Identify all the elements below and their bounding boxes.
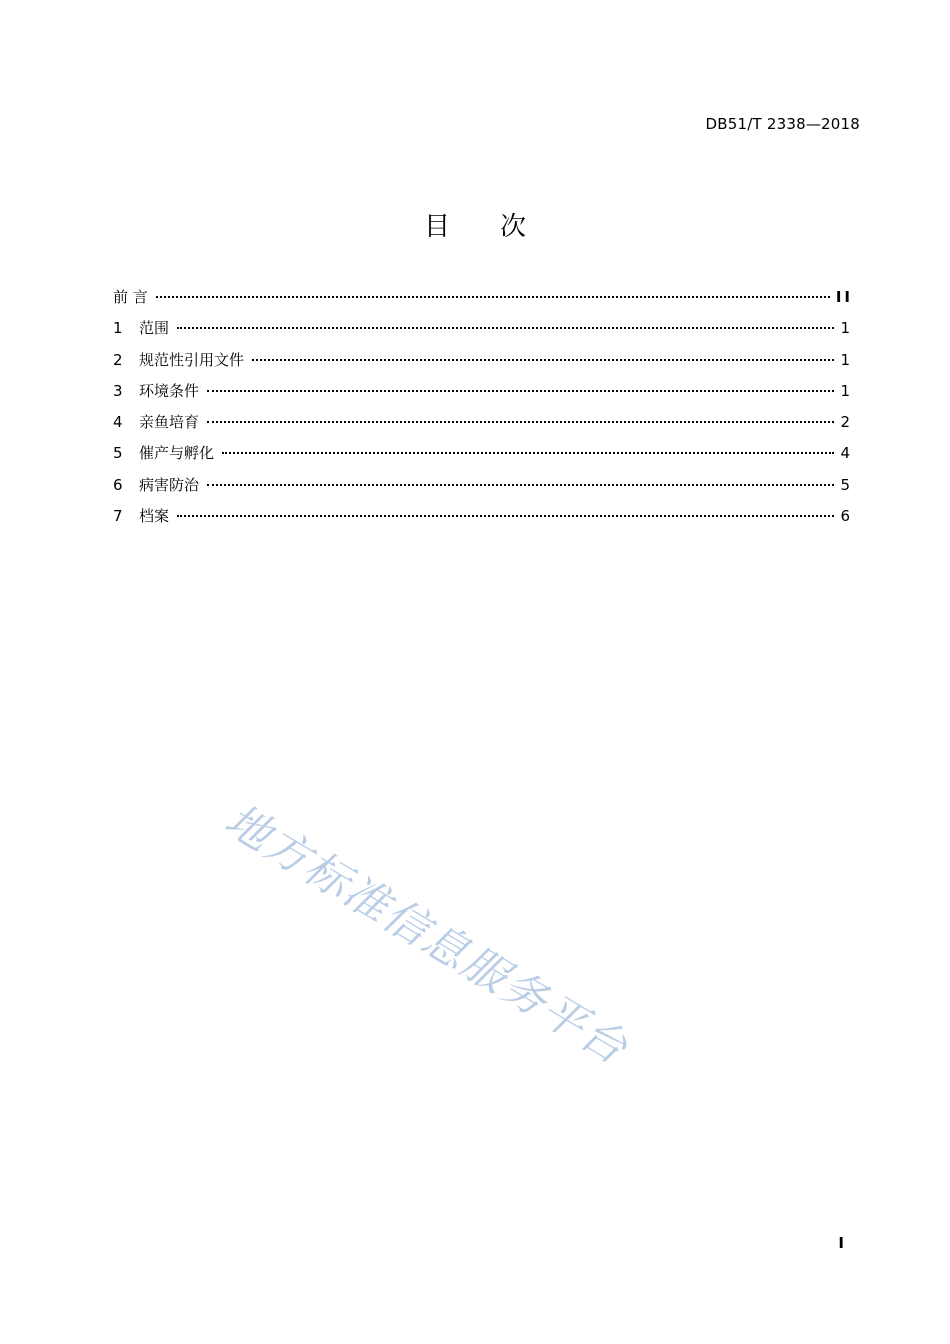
toc-entry-disease-control[interactable] [113,470,850,501]
toc-entry-scope[interactable] [113,313,850,344]
toc-entry-number: 5 [113,444,123,463]
toc-entry-text: 前 言 [113,288,148,306]
toc-entry-page: II [835,288,853,306]
toc-entry-number: 4 [113,413,123,432]
toc-leader-dots [252,359,834,361]
watermark: 地方标准信息服务平台 [216,794,637,1076]
toc-title-part1: 目 [423,212,450,242]
toc-entry-foreword[interactable] [113,282,853,313]
toc-entry-records[interactable] [113,501,850,532]
toc-leader-dots [222,452,834,454]
toc-entry-number: 6 [113,475,123,494]
toc-leader-dots [207,390,834,392]
toc-entry-number: 3 [113,381,123,400]
toc-leader-dots [156,296,830,298]
toc-leader-dots [177,515,834,517]
document-code: DB51/T 2338—2018 [705,115,860,133]
toc-entry-text: 环境条件 [139,381,200,400]
toc-entry-number: 2 [113,350,123,369]
toc-entry-page: 5 [840,475,850,494]
toc-entry-spawning-hatching[interactable] [113,438,850,469]
toc-entry-number: 1 [113,319,123,338]
toc-entry-text: 范围 [139,319,170,338]
toc-entry-broodstock[interactable] [113,407,850,438]
toc-title [0,206,950,243]
toc-leader-dots [207,484,834,486]
toc-entry-environment[interactable] [113,376,850,407]
toc-entry-page: 1 [840,350,850,369]
toc-entry-text: 亲鱼培育 [139,413,200,432]
toc-leader-dots [177,327,834,329]
toc-entry-page: 1 [840,381,850,400]
toc-entry-page: 1 [840,319,850,338]
toc-title-part2: 次 [500,212,527,242]
toc-entry-text: 病害防治 [139,475,200,494]
toc-entry-normative-references[interactable] [113,345,850,376]
toc-entry-text: 催产与孵化 [139,444,215,463]
toc-entry-text: 规范性引用文件 [139,350,245,369]
page-number: I [838,1234,844,1252]
toc-leader-dots [207,421,834,423]
toc-entry-text: 档案 [139,507,170,526]
toc-entry-page: 4 [840,444,850,463]
toc-entry-page: 2 [840,413,850,432]
toc-entry-page: 6 [840,507,850,526]
toc-entry-number: 7 [113,507,123,526]
toc-list [113,282,853,532]
